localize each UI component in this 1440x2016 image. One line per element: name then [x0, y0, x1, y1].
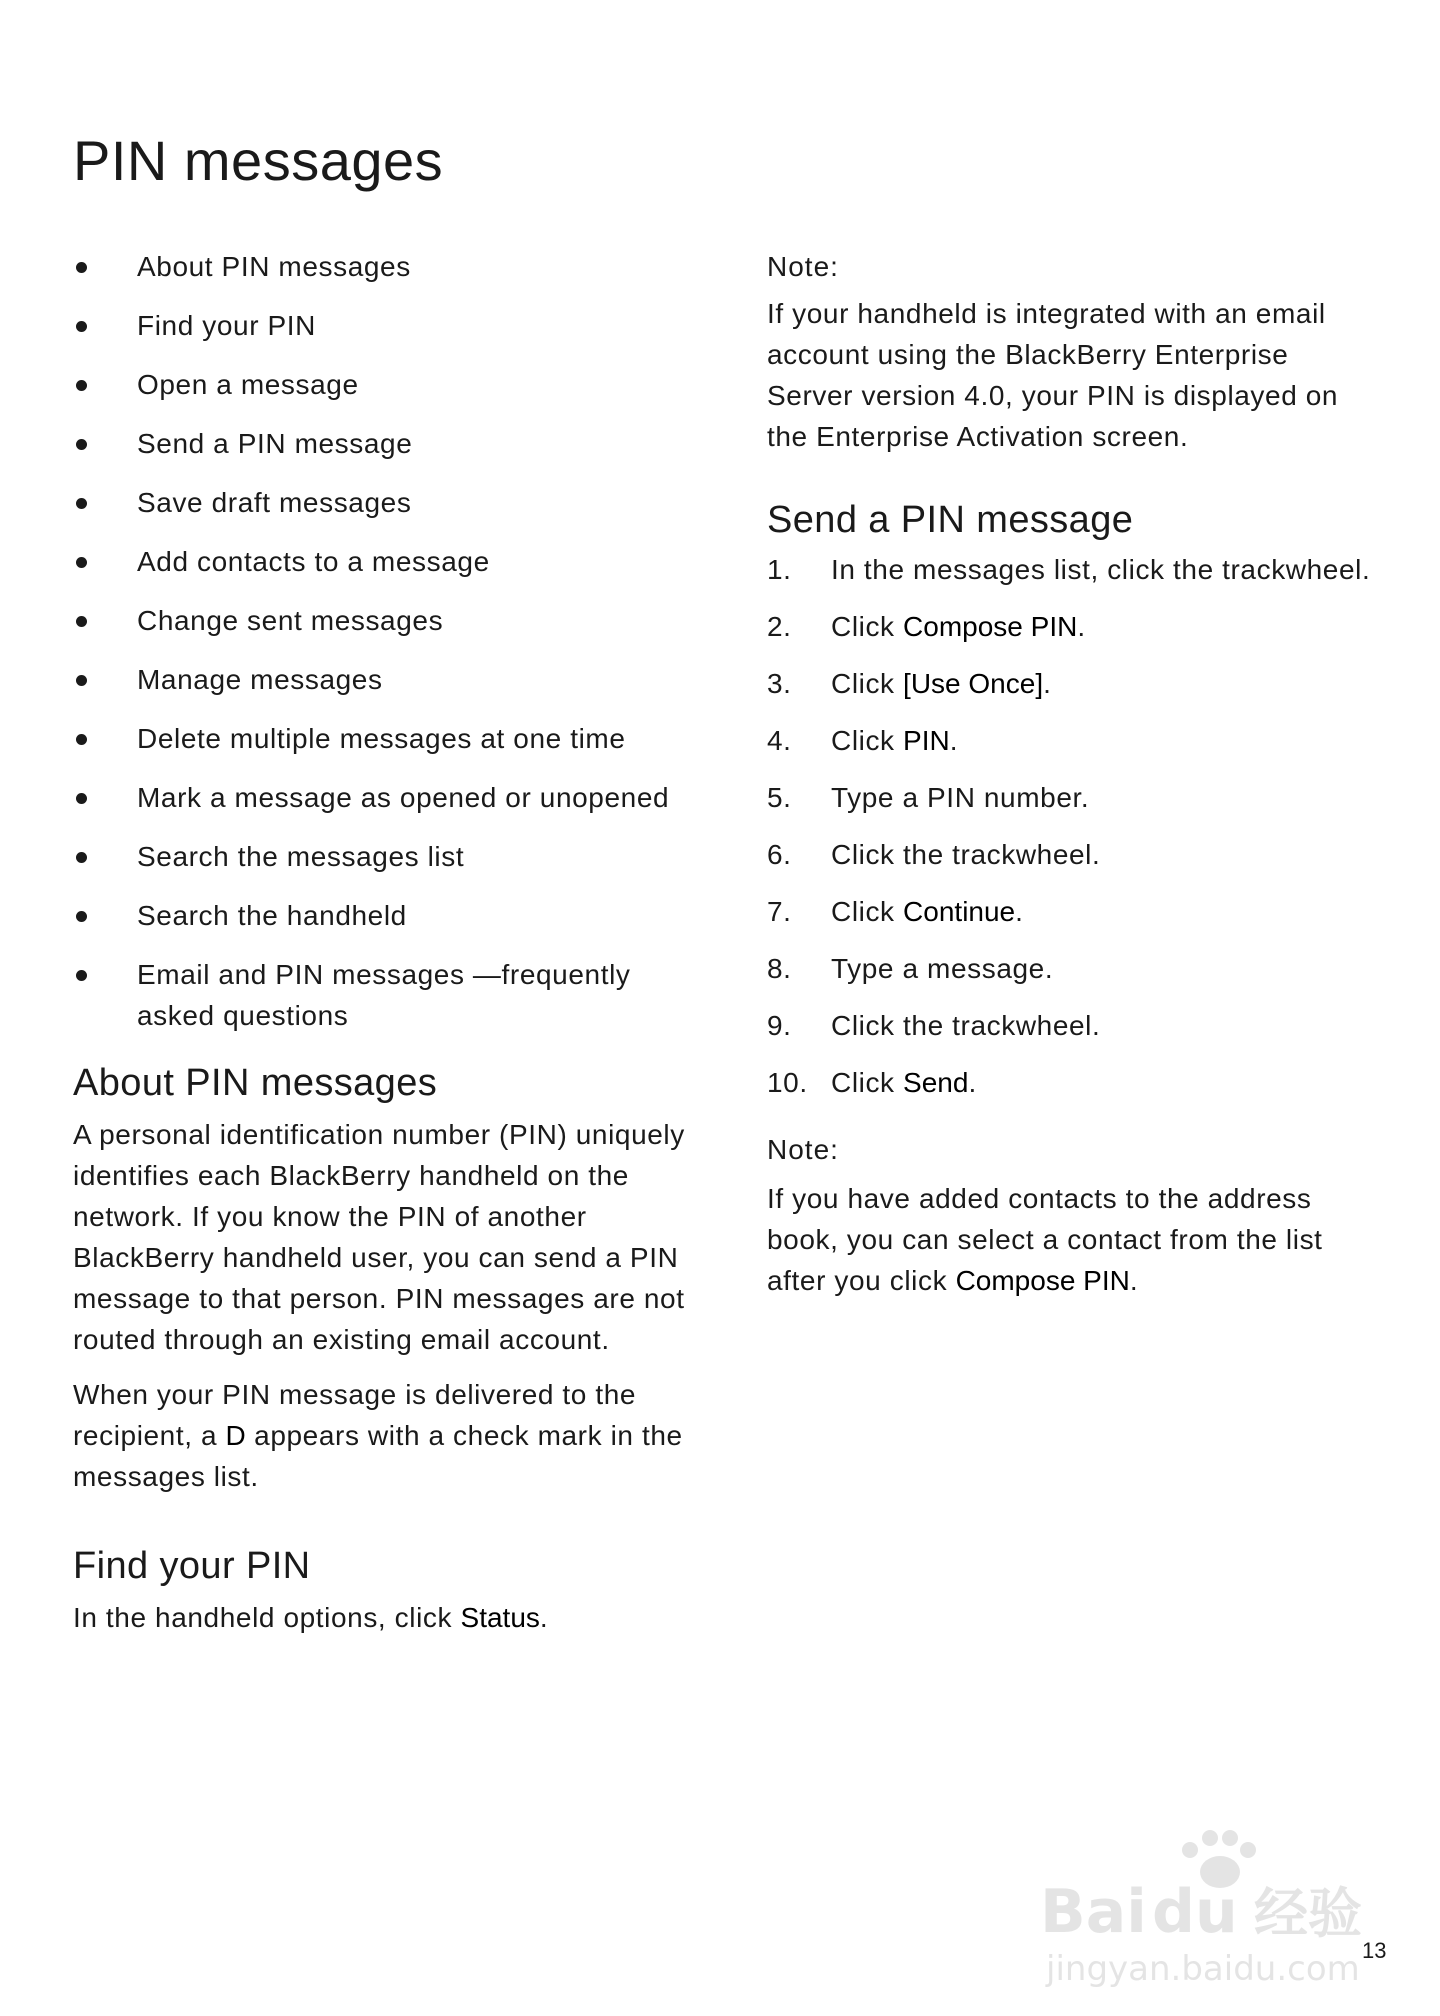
topic-item[interactable]: Find your PIN [73, 305, 693, 346]
step-text: Click [831, 896, 904, 927]
step-text: In the messages list, click the trackwheel. [831, 554, 1371, 585]
right-column [767, 246, 1377, 1301]
step-number: 4. [767, 725, 792, 756]
topic-item[interactable]: Add contacts to a message [73, 541, 693, 582]
send-pin-steps [767, 549, 1377, 1103]
topic-item[interactable]: Open a message [73, 364, 693, 405]
step-number: 1. [767, 554, 792, 585]
step-number: 10. [767, 1067, 808, 1098]
step-text: Type a message. [831, 953, 1054, 984]
baidu-watermark-logo [1040, 1820, 1380, 2000]
step-number: 7. [767, 896, 792, 927]
status-option: Status [460, 1602, 540, 1633]
about-heading: About PIN messages [73, 1062, 438, 1104]
topic-item[interactable]: Search the messages list [73, 836, 693, 877]
watermark-brand-2: du [1152, 1877, 1238, 1947]
watermark-url: jingyan.baidu.com [1046, 1949, 1360, 1989]
text-run: If you have added contacts to the address book, you can select a contact from the list after you click [767, 1183, 1323, 1296]
step-text: . [949, 725, 959, 756]
step-number: 2. [767, 611, 792, 642]
step-text: Click [831, 668, 904, 699]
step-text: Click the trackwheel. [831, 839, 1101, 870]
step-item [767, 834, 1377, 875]
page-number: 13 [1362, 1938, 1387, 1963]
step-ui-label: Continue [903, 896, 1016, 927]
watermark-brand: Bai [1040, 1877, 1147, 1947]
topic-list [73, 246, 693, 1036]
step-item [767, 549, 1377, 590]
delivered-indicator: D [225, 1420, 246, 1451]
step-number: 8. [767, 953, 792, 984]
left-column [73, 246, 693, 1638]
compose-pin-label: Compose PIN [955, 1265, 1130, 1296]
topic-item[interactable]: Search the handheld [73, 895, 693, 936]
step-item [767, 720, 1377, 761]
note-label: Note: [767, 1134, 839, 1165]
step-item [767, 948, 1377, 989]
step-ui-label: Compose PIN [903, 611, 1078, 642]
text-run: . [1129, 1265, 1139, 1296]
topic-item[interactable]: Manage messages [73, 659, 693, 700]
note-label: Note: [767, 251, 839, 282]
topic-item[interactable]: Send a PIN message [73, 423, 693, 464]
page-title: PIN messages [73, 129, 444, 192]
step-item [767, 777, 1377, 818]
step-item [767, 663, 1377, 704]
find-pin-heading: Find your PIN [73, 1545, 311, 1587]
step-item [767, 1062, 1377, 1103]
step-item [767, 1005, 1377, 1046]
step-number: 3. [767, 668, 792, 699]
step-text: . [1043, 668, 1052, 699]
step-text: . [1077, 611, 1086, 642]
topic-item[interactable]: Email and PIN messages —frequently asked questions [73, 954, 693, 1036]
find-pin-text [73, 1597, 693, 1638]
step-item [767, 891, 1377, 932]
note-text: If your handheld is integrated with an email account using the BlackBerry Enterprise Server version 4.0, your PIN is displayed on the Enterprise Activation screen. [767, 298, 1339, 452]
text-run: When your PIN message is delivered to the recipient, a [73, 1379, 637, 1451]
text-run: . [539, 1602, 549, 1633]
watermark-cn: 经验 [1254, 1882, 1362, 1945]
step-text: Click [831, 1067, 904, 1098]
step-text: Type a PIN number. [831, 782, 1090, 813]
note-text [767, 1178, 1377, 1301]
topic-item[interactable]: Mark a message as opened or unopened [73, 777, 693, 818]
step-number: 5. [767, 782, 792, 813]
step-ui-label: [Use Once] [903, 668, 1044, 699]
topic-item[interactable]: Save draft messages [73, 482, 693, 523]
step-text: Click [831, 611, 904, 642]
step-ui-label: PIN [903, 725, 950, 756]
step-text: Click [831, 725, 904, 756]
step-text: Click the trackwheel. [831, 1010, 1101, 1041]
text-run: In the handheld options, click [73, 1602, 461, 1633]
about-paragraph-1: A personal identification number (PIN) uniquely identifies each BlackBerry handheld on the network. If you know the PIN of another BlackBerry handheld user, you can send a PIN message to that person. PIN messages are not routed through an existing email account. [73, 1119, 685, 1355]
step-number: 9. [767, 1010, 792, 1041]
step-item [767, 606, 1377, 647]
topic-item[interactable]: Change sent messages [73, 600, 693, 641]
topic-item[interactable]: Delete multiple messages at one time [73, 718, 693, 759]
text-run: appears with a check mark in the messages list. [73, 1420, 683, 1492]
send-pin-heading: Send a PIN message [767, 499, 1134, 541]
step-number: 6. [767, 839, 792, 870]
step-text: . [1015, 896, 1024, 927]
about-paragraph-2 [73, 1374, 693, 1497]
step-ui-label: Send [903, 1067, 969, 1098]
topic-item[interactable]: About PIN messages [73, 246, 693, 287]
step-text: . [968, 1067, 977, 1098]
